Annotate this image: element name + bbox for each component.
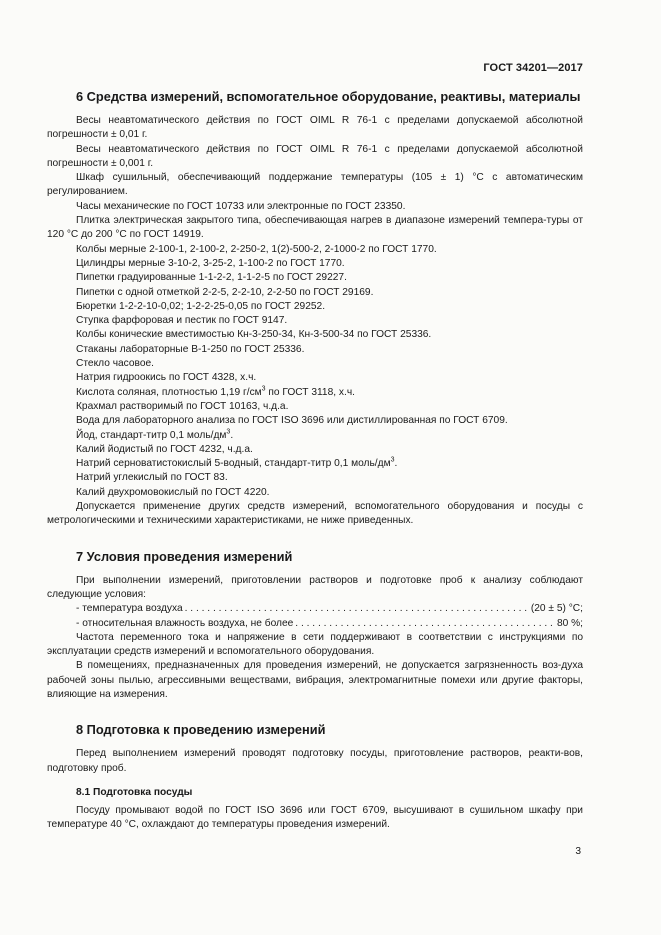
hcl-text-end: по ГОСТ 3118, х.ч.	[265, 386, 355, 398]
s6-item: Шкаф сушильный, обеспечивающий поддержание температуры (105 ± 1) °С с автоматическим регулированием.	[47, 172, 583, 198]
thiosulfate-text: Натрий серноватистокислый 5-водный, стандарт-титр 0,1 моль/дм	[76, 458, 391, 470]
s6-item: Калий двухромовокислый по ГОСТ 4220.	[76, 486, 270, 498]
s6-item: Плитка электрическая закрытого типа, обеспечивающая нагрев в диапазоне измерений темпера-туры от 120 °С до 200 °С по ГОСТ 14919.	[47, 215, 583, 241]
s6-item: Пипетки с одной отметкой 2-2-5, 2-2-10, 2-2-50 по ГОСТ 29169.	[76, 286, 374, 298]
s6-item: Цилиндры мерные 3-10-2, 3-25-2, 1-100-2 по ГОСТ 1770.	[76, 257, 345, 269]
s6-item-hcl	[47, 386, 583, 400]
condition-temperature	[47, 602, 583, 616]
condition-value: (20 ± 5) °С;	[530, 603, 583, 615]
section-6-title: 6 Средства измерений, вспомогательное оборудование, реактивы, материалы	[76, 89, 581, 104]
iodine-superscript: 3	[226, 428, 231, 436]
subsection-8-1-title: 8.1 Подготовка посуды	[76, 786, 193, 798]
iodine-text: Йод, стандарт-титр 0,1 моль/дм	[76, 429, 227, 441]
s6-item-thiosulfate	[47, 457, 583, 471]
condition-label: - температура воздуха	[76, 603, 183, 615]
page-content	[47, 88, 583, 833]
s6-item: Крахмал растворимый по ГОСТ 10163, ч.д.а.	[76, 400, 289, 412]
s6-item: Натрия гидроокись по ГОСТ 4328, х.ч.	[76, 372, 257, 384]
s6-item: Допускается применение других средств измерений, вспомогательного оборудования и посуды с метрологическими и техническими характеристиками, не ниже приведенных.	[47, 501, 583, 527]
s6-item: Пипетки градуированные 1-1-2-2, 1-1-2-5 по ГОСТ 29227.	[76, 272, 347, 284]
s6-item: Колбы мерные 2-100-1, 2-100-2, 2-250-2, 1(2)-500-2, 2-1000-2 по ГОСТ 1770.	[76, 243, 437, 255]
condition-humidity	[47, 617, 583, 631]
s7-intro: При выполнении измерений, приготовлении растворов и подготовке проб к анализу соблюдают следующие условия:	[47, 574, 583, 600]
thiosulfate-text-end: .	[394, 458, 398, 470]
s6-item: Весы неавтоматического действия по ГОСТ OIML R 76-1 с пределами допускаемой абсолютной погрешности ± 0,001 г.	[47, 143, 583, 169]
s8-intro: Перед выполнением измерений проводят подготовку посуды, приготовление растворов, реакти-вов, подготовку проб.	[47, 748, 583, 774]
s6-item-iodine	[47, 429, 583, 443]
dot-leader	[295, 617, 555, 631]
iodine-text-end: .	[230, 429, 234, 441]
s6-item: Стекло часовое.	[76, 358, 155, 370]
document-id-header: ГОСТ 34201—2017	[483, 62, 583, 74]
condition-label: - относительная влажность воздуха, не более	[76, 617, 294, 629]
hcl-superscript: 3	[261, 385, 266, 393]
section-7-title: 7 Условия проведения измерений	[76, 548, 293, 564]
section-8-title: 8 Подготовка к проведению измерений	[76, 722, 326, 738]
dot-leader	[185, 602, 529, 616]
page-number: 3	[575, 846, 581, 857]
s6-item: Калий йодистый по ГОСТ 4232, ч.д.а.	[76, 443, 253, 455]
condition-value: 80 %;	[556, 617, 583, 629]
s6-item: Часы механические по ГОСТ 10733 или электронные по ГОСТ 23350.	[76, 200, 406, 212]
s7-paragraph: Частота переменного тока и напряжение в сети поддерживают в соответствии с инструкциями по эксплуатации средств измерений и вспомогательного оборудования.	[47, 631, 583, 658]
s6-item: Бюретки 1-2-2-10-0,02; 1-2-2-25-0,05 по ГОСТ 29252.	[76, 300, 326, 312]
hcl-text: Кислота соляная, плотностью 1,19 г/см	[76, 386, 262, 398]
s6-item: Ступка фарфоровая и пестик по ГОСТ 9147.	[76, 315, 288, 327]
s6-item: Вода для лабораторного анализа по ГОСТ ISO 3696 или дистиллированная по ГОСТ 6709.	[76, 415, 508, 427]
s6-item: Колбы конические вместимостью Кн-3-250-34, Кн-3-500-34 по ГОСТ 25336.	[76, 329, 432, 341]
s7-paragraph: В помещениях, предназначенных для проведения измерений, не допускается загрязненность воз-духа рабочей зоны пылью, агрессивными веществами, вибрация, электромагнитные помехи или другие факторы, влияющие на измерения.	[47, 660, 583, 700]
s8-1-text: Посуду промывают водой по ГОСТ ISO 3696 или ГОСТ 6709, высушивают в сушильном шкафу при температуре 40 °С, охлаждают до температуры проведения измерений.	[47, 805, 583, 831]
s6-item: Весы неавтоматического действия по ГОСТ OIML R 76-1 с пределами допускаемой абсолютной погрешности ± 0,01 г.	[47, 115, 583, 141]
s6-item: Натрий углекислый по ГОСТ 83.	[76, 472, 228, 484]
s6-item: Стаканы лабораторные В-1-250 по ГОСТ 25336.	[76, 343, 305, 355]
thiosulfate-superscript: 3	[390, 456, 395, 464]
